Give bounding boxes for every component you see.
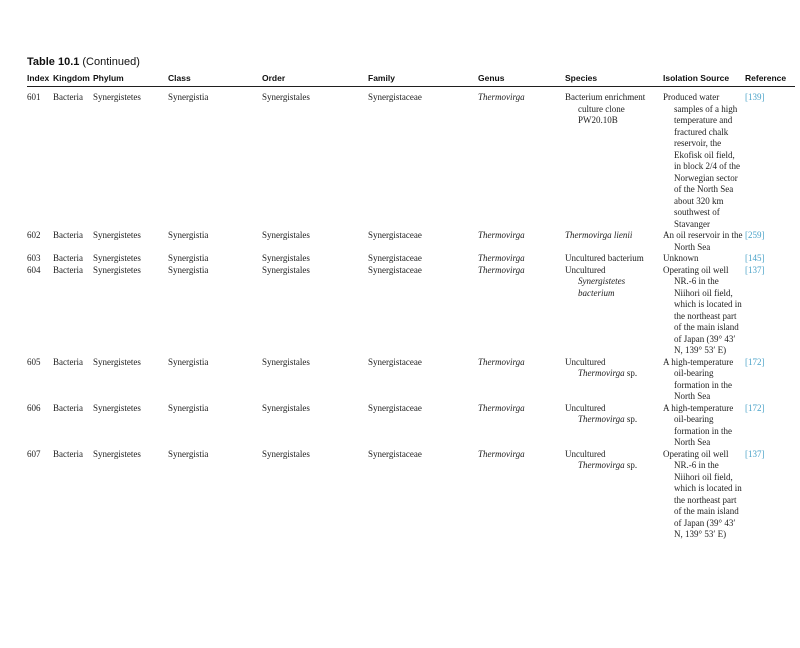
cell-kingdom: Bacteria [53, 402, 83, 413]
reference-link[interactable]: [259] [745, 230, 765, 240]
cell-phylum: Synergistetes [93, 402, 141, 413]
cell-isolation-source: Operating oil well NR.-6 in the Niihori oil field, which is located in the northeast part of the main island of Japan (39° 43′ N, 139° 53′ E) [663, 448, 742, 539]
cell-index: 606 [27, 402, 41, 413]
species-segment: Uncultured [565, 264, 606, 275]
cell-isolation-source: Produced water samples of a high temperature and fractured chalk reservoir, the Ekofisk oil field, in block 2/4 of the Norwegian sector of the North Sea about 320 km southwest of Stavanger [663, 92, 740, 229]
cell-genus: Thermovirga [478, 253, 525, 263]
cell-index: 605 [27, 356, 41, 367]
cell-species [565, 449, 663, 541]
cell-isolation-source: Unknown [663, 253, 699, 263]
cell-family: Synergistaceae [368, 264, 422, 275]
cell-order: Synergistales [262, 92, 310, 102]
species-segment: Uncultured [565, 356, 606, 367]
table-row [27, 449, 795, 541]
species-segment: Uncultured [565, 448, 606, 459]
column-header-family: Family [368, 73, 395, 83]
taxonomy-table [27, 73, 795, 541]
species-segment: Thermovirga [578, 460, 625, 470]
table-body [27, 87, 795, 541]
cell-reference [745, 230, 795, 253]
cell-index: 604 [27, 264, 41, 275]
table-row [27, 265, 795, 357]
species-segment: Thermovirga [578, 414, 625, 424]
table-number: Table 10.1 [27, 56, 80, 68]
cell-index: 603 [27, 253, 41, 263]
cell-reference [745, 449, 795, 541]
cell-phylum: Synergistetes [93, 264, 141, 275]
cell-kingdom: Bacteria [53, 264, 83, 275]
species-segment: Uncultured bacterium [565, 253, 644, 263]
cell-class: Synergistia [168, 402, 209, 413]
cell-family: Synergistaceae [368, 92, 422, 102]
reference-link[interactable]: [172] [745, 356, 765, 367]
cell-family: Synergistaceae [368, 448, 422, 459]
table-row [27, 357, 795, 403]
cell-family: Synergistaceae [368, 402, 422, 413]
cell-order: Synergistales [262, 253, 310, 263]
cell-class: Synergistia [168, 230, 209, 240]
species-segment: Bacterium enrichment culture clone PW20.10B [565, 92, 646, 125]
cell-kingdom: Bacteria [53, 356, 83, 367]
table-continued-label: (Continued) [82, 56, 140, 68]
table-block [27, 56, 795, 541]
cell-phylum: Synergistetes [93, 92, 141, 102]
cell-species [565, 87, 663, 231]
table-row [27, 403, 795, 449]
cell-order: Synergistales [262, 230, 310, 240]
column-header-class: Class [168, 73, 191, 83]
cell-reference [745, 253, 795, 265]
species-segment: Uncultured [565, 402, 606, 413]
table-row [27, 230, 795, 253]
table-title [27, 56, 795, 69]
cell-isolation-source: A high-temperature oil-bearing formation in the North Sea [663, 402, 734, 447]
cell-kingdom: Bacteria [53, 253, 83, 263]
cell-reference [745, 265, 795, 357]
cell-class: Synergistia [168, 253, 209, 263]
cell-isolation-source: Operating oil well NR.-6 in the Niihori oil field, which is located in the northeast part of the main island of Japan (39° 43′ N, 139° 53′ E) [663, 264, 742, 355]
reference-link[interactable]: [137] [745, 264, 765, 275]
cell-class: Synergistia [168, 92, 209, 102]
reference-link[interactable]: [145] [745, 253, 765, 263]
cell-order: Synergistales [262, 448, 310, 459]
column-header-isolation-source: Isolation Source [663, 73, 730, 83]
cell-reference [745, 403, 795, 449]
species-segment: Thermovirga [578, 368, 625, 378]
cell-kingdom: Bacteria [53, 448, 83, 459]
table-row [27, 87, 795, 231]
cell-reference [745, 357, 795, 403]
cell-genus: Thermovirga [478, 356, 525, 367]
column-header-reference: Reference [745, 73, 787, 83]
column-header-order: Order [262, 73, 286, 83]
table-header-row [27, 73, 795, 87]
cell-order: Synergistales [262, 356, 310, 367]
column-header-species: Species [565, 73, 598, 83]
reference-link[interactable]: [139] [745, 92, 765, 102]
species-segment: Synergistetes bacterium [578, 276, 626, 298]
cell-class: Synergistia [168, 448, 209, 459]
cell-reference [745, 87, 795, 231]
cell-genus: Thermovirga [478, 230, 525, 240]
cell-kingdom: Bacteria [53, 230, 83, 240]
cell-genus: Thermovirga [478, 402, 525, 413]
cell-phylum: Synergistetes [93, 448, 141, 459]
cell-species [565, 230, 663, 253]
reference-link[interactable]: [172] [745, 402, 765, 413]
cell-family: Synergistaceae [368, 230, 422, 240]
cell-family: Synergistaceae [368, 253, 422, 263]
reference-link[interactable]: [137] [745, 448, 765, 459]
column-header-index: Index [27, 73, 50, 83]
cell-genus: Thermovirga [478, 448, 525, 459]
cell-index: 601 [27, 92, 41, 102]
cell-genus: Thermovirga [478, 92, 525, 102]
cell-order: Synergistales [262, 402, 310, 413]
cell-phylum: Synergistetes [93, 356, 141, 367]
cell-class: Synergistia [168, 356, 209, 367]
cell-species [565, 253, 663, 265]
cell-species [565, 403, 663, 449]
cell-phylum: Synergistetes [93, 253, 141, 263]
cell-order: Synergistales [262, 264, 310, 275]
species-segment: sp. [624, 460, 638, 470]
cell-phylum: Synergistetes [93, 230, 141, 240]
column-header-genus: Genus [478, 73, 505, 83]
cell-species [565, 265, 663, 357]
cell-kingdom: Bacteria [53, 92, 83, 102]
cell-class: Synergistia [168, 264, 209, 275]
column-header-kingdom: Kingdom [53, 73, 90, 83]
species-segment: sp. [624, 368, 638, 378]
species-segment: sp. [624, 414, 638, 424]
column-header-phylum: Phylum [93, 73, 124, 83]
cell-index: 602 [27, 230, 41, 240]
cell-isolation-source: A high-temperature oil-bearing formation in the North Sea [663, 356, 734, 401]
cell-family: Synergistaceae [368, 356, 422, 367]
cell-isolation-source: An oil reservoir in the North Sea [663, 230, 743, 252]
cell-species [565, 357, 663, 403]
cell-index: 607 [27, 448, 41, 459]
cell-genus: Thermovirga [478, 264, 525, 275]
species-segment: Thermovirga lienii [565, 230, 633, 240]
table-row [27, 253, 795, 265]
